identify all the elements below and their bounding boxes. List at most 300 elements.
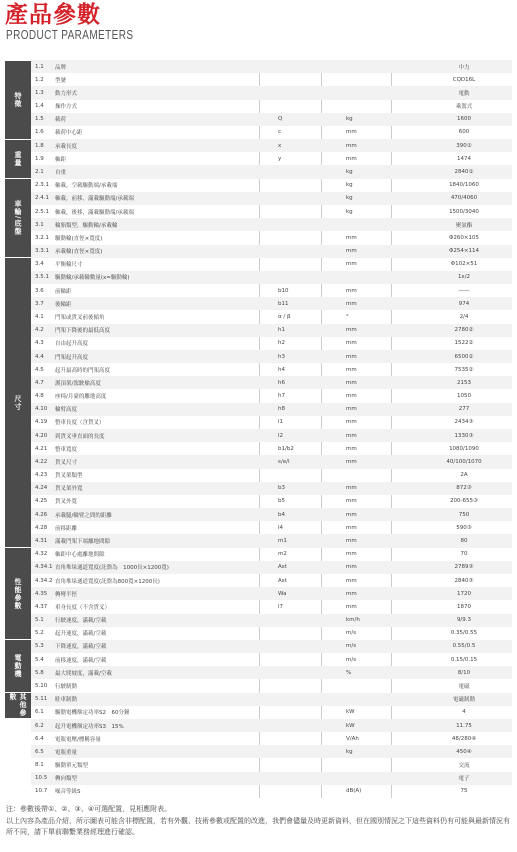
row-unit: kg <box>346 182 353 189</box>
row-unit: mm <box>346 234 357 241</box>
row-value: 80 <box>460 538 468 544</box>
row-number: 5.10 <box>35 682 48 689</box>
row-value: 1840/1060 <box>449 182 479 189</box>
row-value: 70 <box>460 551 468 558</box>
category-label: 重量 <box>14 150 22 167</box>
row-value: 470/4060 <box>450 195 478 202</box>
category-block <box>5 640 31 692</box>
table-row <box>31 719 512 732</box>
row-symbol: Ast <box>278 564 287 571</box>
row-value: 交流 <box>458 763 470 770</box>
table-row <box>31 614 512 627</box>
table-row <box>31 640 512 653</box>
row-name: 載荷 <box>55 117 67 124</box>
table-row <box>31 482 512 495</box>
row-name: 動力形式 <box>55 90 78 97</box>
category-block <box>5 258 31 547</box>
table-row <box>31 587 512 600</box>
row-value: 0.55/0.5 <box>452 643 476 650</box>
row-symbol: h8 <box>278 406 285 413</box>
row-value: 1600 <box>457 116 471 123</box>
row-value: 9/9.3 <box>456 617 472 624</box>
row-symbol: Q <box>278 116 283 123</box>
row-unit: kg <box>346 748 353 755</box>
row-name: 直角堆垛通道寬度(託盤為800寬×1200長) <box>55 578 160 585</box>
category-block <box>5 693 31 718</box>
table-row <box>31 60 512 73</box>
table-row <box>31 218 512 231</box>
category-label: 電動機 <box>14 654 22 679</box>
row-number: 5.2 <box>35 630 44 637</box>
row-number: 4.5 <box>35 366 44 373</box>
table-row <box>31 376 512 389</box>
row-number: 4.3 <box>35 340 44 347</box>
row-unit: mm <box>346 603 357 610</box>
table-row <box>31 337 512 350</box>
row-number: 3.6 <box>35 287 44 294</box>
row-number: 4.21 <box>35 445 48 452</box>
row-unit: mm <box>346 248 357 255</box>
row-unit: mm <box>346 445 357 452</box>
table-row <box>31 679 512 692</box>
table-row <box>31 534 512 547</box>
row-number: 6.4 <box>35 735 44 742</box>
row-value: 電動 <box>458 90 470 97</box>
row-number: 3.7 <box>35 300 44 307</box>
row-unit: m/s <box>346 643 357 650</box>
row-value: 1474 <box>457 155 471 162</box>
category-label: 特徵 <box>14 91 22 108</box>
table-row <box>31 653 512 666</box>
table-row <box>31 86 512 99</box>
row-symbol: α / β <box>278 313 291 320</box>
row-unit: mm <box>346 577 357 584</box>
row-name: 整車長度（含貨叉） <box>55 420 105 427</box>
row-name: 滿載門架下端離地間隙 <box>55 539 111 545</box>
row-number: 10.5 <box>35 775 48 782</box>
row-unit: mm <box>346 366 357 373</box>
row-unit: mm <box>346 511 357 518</box>
row-name: 電瓶電壓/標稱容量 <box>55 736 101 743</box>
row-symbol: b4 <box>278 511 285 518</box>
row-name: 品牌 <box>55 64 67 71</box>
row-value: 1720 <box>457 590 471 597</box>
row-name: 自重 <box>55 170 67 176</box>
row-number: 4.32 <box>35 551 48 558</box>
row-value: 0.15/0.15 <box>450 656 478 663</box>
row-value: 電磁制動 <box>452 697 475 704</box>
row-unit: ° <box>346 313 349 320</box>
row-name: 平衡輪尺寸 <box>55 262 83 269</box>
row-number: 3.4 <box>35 261 44 268</box>
row-unit: mm <box>346 406 357 413</box>
row-value: 277 <box>458 406 470 413</box>
row-unit: km/h <box>346 617 360 624</box>
table-row <box>31 429 512 442</box>
row-number: 4.25 <box>35 498 48 505</box>
row-symbol: l1 <box>278 419 284 426</box>
table-row <box>31 442 512 455</box>
category-block <box>5 179 31 257</box>
row-value: 48/280④ <box>451 735 477 742</box>
row-number: 3.1 <box>35 221 44 228</box>
row-number: 1.5 <box>35 116 44 123</box>
row-name: 轉向類型 <box>55 776 78 783</box>
row-name: 型號 <box>55 77 67 84</box>
row-number: 4.28 <box>35 524 48 531</box>
table-row <box>31 100 512 113</box>
table-row <box>31 495 512 508</box>
category-block <box>5 61 31 139</box>
row-name: 前移距離 <box>55 525 78 532</box>
row-number: 4.23 <box>35 472 48 479</box>
row-value: 2A <box>460 472 468 479</box>
row-name: 直角堆垛通道寬度(託盤為 1000長×1200寬) <box>55 565 169 572</box>
row-value: 40/100/1070 <box>446 458 482 465</box>
row-name: 下降速度，滿載/空載 <box>55 644 107 651</box>
row-unit: mm <box>346 340 357 347</box>
row-unit: mm <box>346 590 357 597</box>
row-name: 門架起升高度 <box>55 354 89 361</box>
table-row <box>31 693 512 706</box>
row-unit: mm <box>346 142 357 149</box>
row-number: 5.11 <box>35 696 48 703</box>
row-name: 驅動輪(直徑×寬度) <box>55 235 103 242</box>
row-number: 4.35 <box>35 590 48 597</box>
row-name: 轉彎半徑 <box>55 591 78 598</box>
category-label: 性能參數 <box>14 577 22 610</box>
row-value: CQD16L <box>452 76 476 83</box>
table-row <box>31 113 512 126</box>
category-label: 尺寸 <box>14 394 22 411</box>
row-number: 1.3 <box>35 89 44 96</box>
row-name: 座椅/月臺的離地高度 <box>55 394 107 401</box>
table-row <box>31 389 512 402</box>
row-unit: mm <box>346 419 357 426</box>
row-value: 1080/1090 <box>449 445 479 452</box>
row-value: 450④ <box>456 748 472 755</box>
row-unit: mm <box>346 524 357 531</box>
table-row <box>31 521 512 534</box>
row-number: 4.7 <box>35 379 44 386</box>
table-row <box>31 152 512 165</box>
row-name: 輪臂高度 <box>55 407 78 414</box>
table-row <box>31 732 512 745</box>
row-number: 4.34.1 <box>35 564 53 571</box>
row-value: 1500/3040 <box>449 208 479 215</box>
table-row <box>31 600 512 613</box>
table-row <box>31 179 512 192</box>
row-number: 4.22 <box>35 458 48 465</box>
row-symbol: h1 <box>278 327 285 334</box>
category-block <box>5 548 31 639</box>
row-symbol: h4 <box>278 366 285 373</box>
row-unit: mm <box>346 379 357 386</box>
table-row <box>31 548 512 561</box>
table-row <box>31 205 512 218</box>
table-row <box>31 73 512 86</box>
row-unit: kg <box>346 195 353 202</box>
row-number: 1.9 <box>35 155 44 162</box>
row-unit: mm <box>346 327 357 334</box>
row-symbol: h3 <box>278 353 285 360</box>
table-row <box>31 403 512 416</box>
row-value: 電子 <box>458 776 470 783</box>
footnote-disclaimer: 以上內容為產品介紹，所示圖表可能含非標配置，若有外觀、技術參數或配置的改進，我們會儘量及時更新資料，但在國別情況之下這些資料仍有可能與最新情況有所不同，請下單前聯繫業務經理進行確認。 <box>6 816 510 836</box>
row-value: 2780② <box>454 327 474 334</box>
row-number: 4.34.2 <box>35 577 53 584</box>
table-row <box>31 758 512 771</box>
row-name: 驅動輪/承載輪數量(x=驅動輪) <box>55 275 130 282</box>
row-unit: dB(A) <box>346 788 362 795</box>
footnote-options: 注：參數後帶①、②、③、④可選配置，見相應附表。 <box>6 805 172 813</box>
row-symbol: Ast <box>278 577 287 584</box>
row-value: 974 <box>458 300 470 307</box>
row-name: 門架下降後的最低高度 <box>55 328 111 335</box>
row-value: 600 <box>458 129 470 136</box>
row-symbol: x <box>278 142 282 149</box>
row-number: 2.1 <box>35 169 44 175</box>
row-number: 4.26 <box>35 511 48 518</box>
row-name: 起升最高時的門架高度 <box>55 367 111 374</box>
row-name: 貨叉外寬 <box>55 499 78 506</box>
table-row <box>31 284 512 297</box>
row-unit: mm <box>346 538 357 544</box>
row-number: 1.6 <box>35 129 44 136</box>
row-number: 6.5 <box>35 748 44 755</box>
row-value: 750 <box>458 511 470 518</box>
row-value: Φ102×51 <box>450 261 478 268</box>
row-number: 5.8 <box>35 669 44 676</box>
row-unit: mm <box>346 564 357 571</box>
row-unit: kg <box>346 208 353 215</box>
row-value: Φ254×114 <box>449 248 479 255</box>
row-name: 門架或貨叉前後傾角 <box>55 314 105 321</box>
row-unit: kg <box>346 169 353 175</box>
row-number: 6.1 <box>35 709 44 716</box>
row-number: 5.1 <box>35 617 44 624</box>
row-symbol: m1 <box>278 538 287 544</box>
row-number: 1.4 <box>35 103 44 110</box>
row-value: 2/4 <box>459 313 469 320</box>
table-row <box>31 706 512 719</box>
row-value: 2434③ <box>454 419 474 426</box>
row-value: Φ260×105 <box>449 234 479 241</box>
table-row <box>31 350 512 363</box>
row-symbol: h2 <box>278 340 285 347</box>
row-number: 2.5.1 <box>35 208 49 215</box>
row-name: 承載輪(直徑×寬度) <box>55 249 103 256</box>
table-row <box>31 745 512 758</box>
row-name: 承載長度 <box>55 143 78 150</box>
row-value: 2840③ <box>454 577 474 584</box>
row-name: 護頂架/駕駛艙高度 <box>55 380 101 387</box>
table-row <box>31 469 512 482</box>
row-symbol: b11 <box>278 300 289 307</box>
row-name: 噪音等級S <box>55 789 81 796</box>
row-unit: mm <box>346 485 357 492</box>
row-number: 8.1 <box>35 762 44 769</box>
row-number: 4.19 <box>35 419 48 426</box>
row-name: 軸載，空載驅動端/承載端 <box>55 183 118 190</box>
row-value: 872③ <box>456 485 472 492</box>
row-name: 行駛速度，滿載/空載 <box>55 618 107 625</box>
table-row <box>31 258 512 271</box>
row-value: 11.75 <box>456 722 472 729</box>
row-unit: mm <box>346 458 357 465</box>
row-name: 輪胎類型，驅動輪/承載輪 <box>55 222 118 229</box>
row-number: 1.8 <box>35 142 44 149</box>
row-name: 貨叉架類型 <box>55 473 83 480</box>
row-number: 4.2 <box>35 327 44 334</box>
row-name: 操作方式 <box>55 104 78 111</box>
row-symbol: b10 <box>278 287 289 294</box>
table-row <box>31 271 512 284</box>
table-row <box>31 561 512 574</box>
row-value: 75 <box>460 788 468 795</box>
row-number: 5.3 <box>35 643 44 650</box>
row-name: 軸載，後移，滿載驅動端/承載端 <box>55 209 134 216</box>
row-name: 起升電機額定功率S3 15% <box>55 723 124 730</box>
table-row <box>31 297 512 310</box>
table-row <box>31 455 512 468</box>
table-row <box>31 126 512 139</box>
row-symbol: s/e/l <box>278 458 290 465</box>
table-row <box>31 416 512 429</box>
row-value: 2789③ <box>454 564 474 571</box>
row-unit: mm <box>346 551 357 558</box>
table-row <box>31 324 512 337</box>
table-row <box>31 139 512 152</box>
row-name: 最大爬坡度，滿載/空載 <box>55 670 112 677</box>
row-unit: mm <box>346 498 357 505</box>
row-symbol: b5 <box>278 498 285 505</box>
row-name: 載荷中心距 <box>55 130 83 137</box>
table-row <box>31 165 512 178</box>
row-name: 自由起升高度 <box>55 341 89 348</box>
row-name: 承載腿/輪臂之間的距離 <box>55 512 112 519</box>
row-value: —— <box>458 287 470 294</box>
row-name: 前輪距 <box>55 288 72 295</box>
row-number: 2.3.1 <box>35 182 49 189</box>
row-name: 行駛制動 <box>55 683 78 690</box>
row-unit: m/s <box>346 630 357 637</box>
table-row <box>31 310 512 323</box>
row-unit: mm <box>346 261 357 268</box>
row-name: 貨叉架外寬 <box>55 486 83 493</box>
row-value: 390① <box>456 142 472 149</box>
row-number: 1.1 <box>35 63 44 70</box>
row-number: 4.31 <box>35 538 48 544</box>
row-number: 3.2.1 <box>35 234 49 241</box>
row-symbol: c <box>278 129 282 136</box>
row-symbol: l2 <box>278 432 284 439</box>
row-number: 4.8 <box>35 393 44 400</box>
row-name: 整車寬度 <box>55 446 78 453</box>
table-row <box>31 785 512 798</box>
row-name: 驅動單元類型 <box>55 763 89 770</box>
row-number: 1.2 <box>35 76 44 83</box>
table-row <box>31 627 512 640</box>
row-value: 2840① <box>454 169 474 175</box>
row-unit: mm <box>346 300 357 307</box>
row-value: 8/10 <box>457 669 471 676</box>
row-symbol: l4 <box>278 524 284 531</box>
row-value: 1050 <box>457 393 471 400</box>
row-number: 10.7 <box>35 788 48 795</box>
row-name: 電瓶重量 <box>55 749 78 756</box>
footnote <box>6 804 511 839</box>
row-value: 聚氨酯 <box>455 222 473 229</box>
row-value: 中力 <box>458 64 470 71</box>
row-name: 車身長度（不含貨叉） <box>55 604 111 611</box>
row-number: 4.10 <box>35 406 48 413</box>
row-value: 7535② <box>454 366 474 373</box>
table-row <box>31 666 512 679</box>
row-name: 軸距中心處離地間隙 <box>55 552 105 559</box>
row-number: 5.4 <box>35 656 44 663</box>
row-value: 590③ <box>456 524 472 531</box>
row-number: 3.3.1 <box>35 248 49 255</box>
row-value: 200-655③ <box>450 498 478 505</box>
row-name: 前移速度，滿載/空載 <box>55 657 107 664</box>
row-unit: kg <box>346 116 353 123</box>
table-row <box>31 574 512 587</box>
row-value: 1870 <box>457 603 471 610</box>
row-name: 軸載，前移，滿載驅動端/承載端 <box>55 196 134 203</box>
row-value: 4 <box>462 709 466 716</box>
row-unit: m/s <box>346 656 357 663</box>
row-symbol: l7 <box>278 603 284 610</box>
category-label: 其他參數 <box>9 693 27 718</box>
row-unit: mm <box>346 155 357 162</box>
row-name: 後輪距 <box>55 301 72 308</box>
row-number: 4.20 <box>35 432 48 439</box>
row-value: 0.35/0.55 <box>450 630 478 637</box>
row-value: 乘駕式 <box>455 104 473 111</box>
row-name: 駐車制動 <box>55 697 78 704</box>
table-row <box>31 772 512 785</box>
row-number: 4.24 <box>35 485 48 492</box>
row-name: 軸距 <box>55 156 67 163</box>
row-name: 到貨叉垂直面的長度 <box>55 433 105 440</box>
row-number: 4.4 <box>35 353 44 360</box>
table-row <box>31 508 512 521</box>
table-row <box>31 363 512 376</box>
row-symbol: b3 <box>278 485 285 492</box>
row-number: 4.37 <box>35 603 48 610</box>
category-block <box>5 140 31 179</box>
table-row <box>31 231 512 244</box>
row-symbol: y <box>278 155 282 162</box>
row-value: 1x/2 <box>457 274 471 281</box>
row-number: 2.4.1 <box>35 195 49 202</box>
row-name: 驅動電機額定功率S2 60分鐘 <box>55 710 130 717</box>
row-symbol: h6 <box>278 379 285 386</box>
row-unit: kW <box>346 722 355 729</box>
row-unit: mm <box>346 353 357 360</box>
row-unit: % <box>346 669 352 676</box>
row-symbol: Wa <box>278 590 287 597</box>
row-symbol: h7 <box>278 393 285 400</box>
row-number: 3.5.1 <box>35 274 49 281</box>
row-name: 貨叉尺寸 <box>55 459 78 466</box>
page-subtitle: PRODUCT PARAMETERS <box>6 29 134 43</box>
row-number: 6.2 <box>35 722 44 729</box>
row-name: 起升速度，滿載/空載 <box>55 631 107 638</box>
row-unit: mm <box>346 393 357 400</box>
page-title: 產品參數 <box>5 2 101 28</box>
